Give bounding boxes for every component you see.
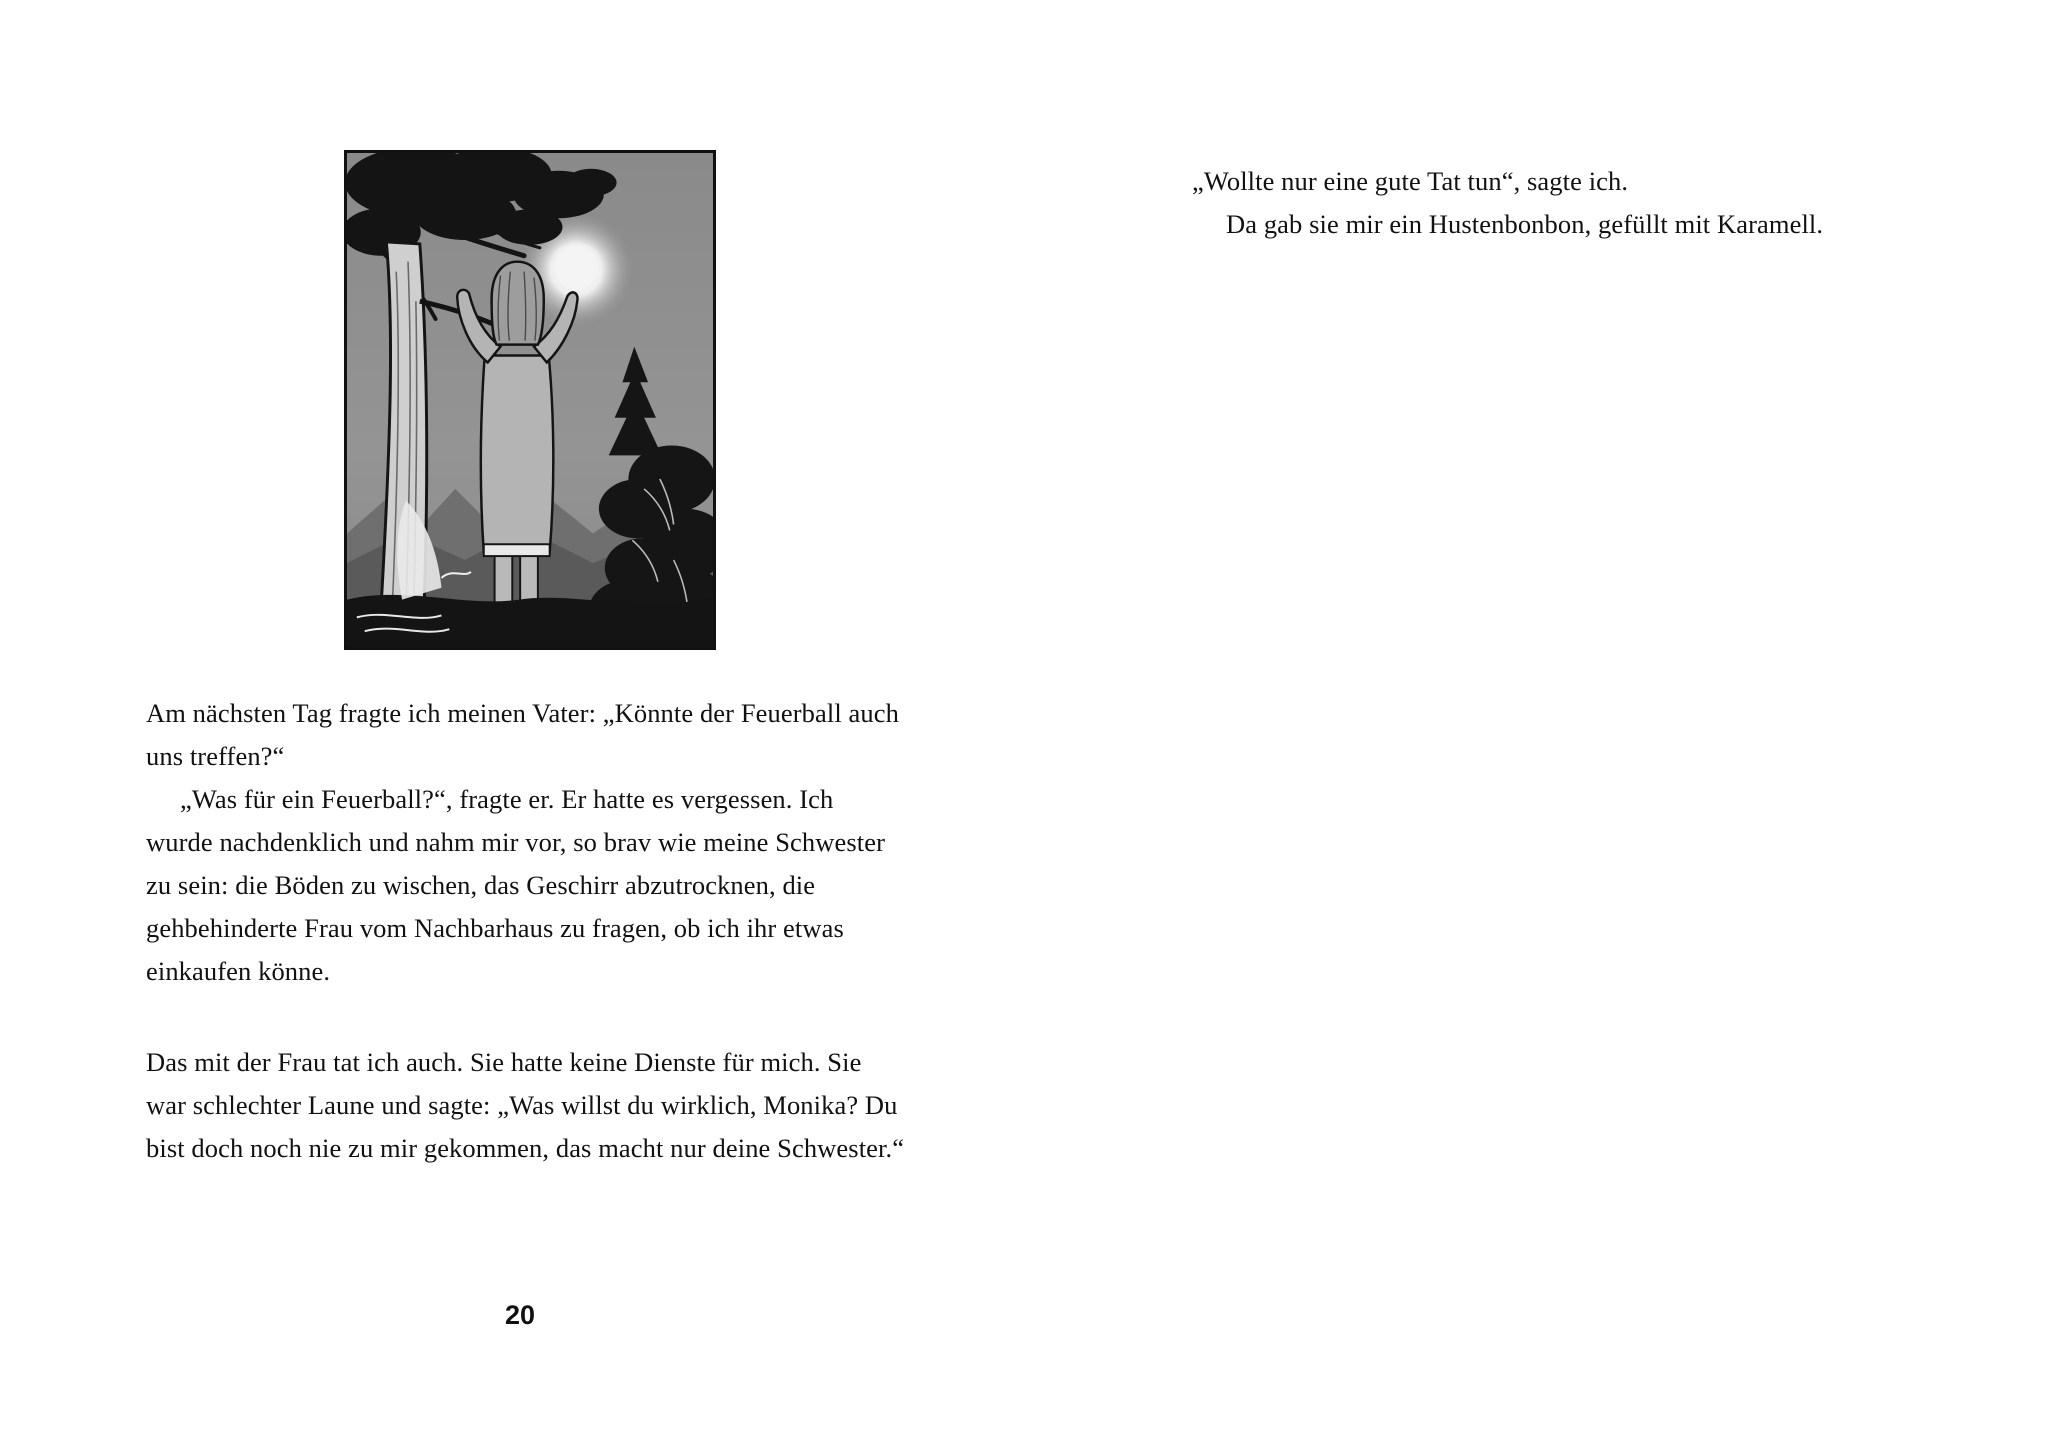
- paragraph: „Was für ein Feuerball?“, fragte er. Er hatte es vergessen. Ich wurde nachdenklich und nahm mir vor, so brav wie meine Schwester zu sein: die Böden zu wischen, das Geschirr abzutrocknen, die gehbehinderte Frau vom Nachbarhaus zu fragen, ob ich ihr etwas einkaufen könne.: [146, 784, 886, 986]
- body-text-block-1: [146, 692, 906, 993]
- illustration-frame: [344, 150, 716, 650]
- girl-looking-at-sun-in-forest-illustration: [347, 153, 713, 647]
- paragraph: Am nächsten Tag fragte ich meinen Vater: „Könnte der Feuerball auch uns treffen?“: [146, 698, 899, 771]
- page-number: 20: [505, 1300, 536, 1330]
- paragraph: Da gab sie mir ein Hustenbonbon, gefüllt mit Karamell.: [1226, 209, 1824, 239]
- body-text-block-3: [1192, 160, 1992, 246]
- paragraph: Das mit der Frau tat ich auch. Sie hatte keine Dienste für mich. Sie war schlechter Laune und sagte: „Was willst du wirklich, Monika? Du bist doch noch nie zu mir gekommen, das macht nur deine Schwester.“: [146, 1047, 905, 1163]
- right-page: [1024, 0, 2048, 1434]
- paragraph: „Wollte nur eine gute Tat tun“, sagte ich.: [1192, 166, 1629, 196]
- body-text-block-2: [146, 1041, 906, 1170]
